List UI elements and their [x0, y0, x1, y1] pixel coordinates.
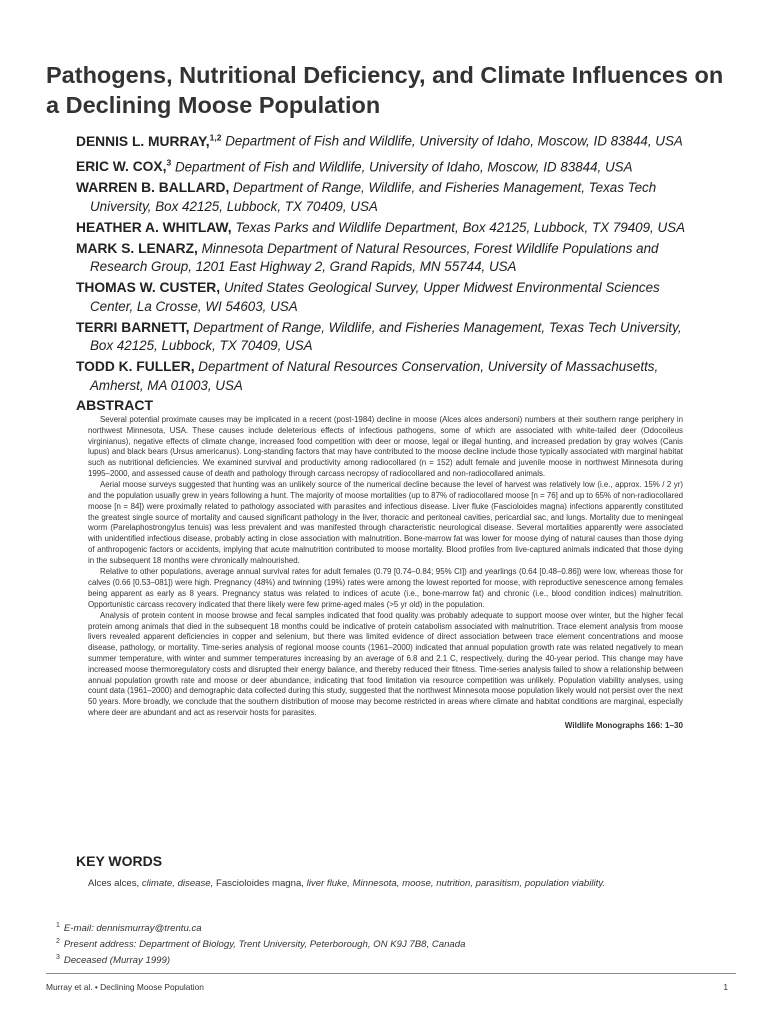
author-affiliation-continued: Research Group, 1201 East Highway 2, Grand Rapids, MN 55744, USA	[90, 259, 517, 275]
abstract-paragraph: Relative to other populations, average annual survival rates for adult females (0.79 [0.74–0.84; 95% CI]) and yearlings (0.64 [0.48–0.86]) were low, whereas those for calves (0.66 [0.53–081]) were high. Pregnancy (48%) and twinning (19%) rates were among the lowest reported for moose, with reproductive senescence among females being apparent as early as 8 years. Pregnancy status was related to indices of acute (i.e., bone-marrow fat) and chronic (i.e., blood condition indices) malnutrition. Opportunistic carcass recovery indicated that there likely were few prime-aged males (>5 yr old) in the population.	[88, 567, 683, 609]
author-name: DENNIS L. MURRAY,$^{1,2}$	[76, 132, 222, 149]
author-name: TODD K. FULLER,	[76, 359, 195, 375]
author-name: WARREN B. BALLARD,	[76, 180, 230, 196]
footnote	[56, 936, 706, 952]
keywords-list	[88, 878, 688, 889]
page-number: 1	[723, 982, 728, 992]
keywords-heading: KEY WORDS	[76, 853, 163, 869]
footnote	[56, 920, 706, 936]
author-entry	[76, 240, 736, 277]
author-name: ERIC W. COX,$^3$	[76, 157, 172, 175]
author-name: HEATHER A. WHITLAW,	[76, 219, 232, 235]
abstract-paragraph: Analysis of protein content in moose browse and fecal samples indicated that food quality was probably adequate to support moose over winter, but the higher fecal protein among animals that died in the subsequent 18 months could be indicative of protein catabolism associated with malnutrition. Trace element analysis from moose livers revealed apparent deficiencies in copper and selenium, but there was limited evidence of direct association between trace element concentrations and moose disease, pathology, or mortality. Time-series analysis of regional moose counts (1961–2000) indicated that annual population growth rate was related negatively to mean summer temperature, with winter and summer temperatures increasing by an average of 6.8 and 2.1 C, respectively, during the 40-year period. This change may have increased moose thermoregulatory costs and disrupted their energy balance, and thereby reduced their fitness. Time-series analysis failed to show a relationship between annual population growth rate and moose or deer abundance, indicating that food limitation via resource competition was unlikely. Population viability analyses, using count data (1961–2000) and demographic data collected during this study, suggested that the northwest Minnesota moose population likely would not persist over the next 50 years. More broadly, we conclude that the southern distribution of moose may become restricted in areas where climate and habitat conditions are marginal, especially where deer are abundant and act as reservoir hosts for parasites.	[88, 610, 683, 718]
author-list	[76, 128, 736, 398]
author-entry	[76, 128, 736, 151]
keyword-species: Alces alces,	[88, 878, 140, 889]
keyword-terms: climate, disease,	[139, 878, 216, 889]
footnote-number: 3	[56, 953, 60, 961]
author-affiliation: Department of Fish and Wildlife, University of Idaho, Moscow, ID 83844, USA	[225, 133, 683, 149]
running-head: Murray et al. • Declining Moose Population	[46, 982, 204, 992]
footnotes	[56, 920, 706, 968]
footnote-text: Deceased (Murray 1999)	[63, 955, 171, 967]
author-affiliation-continued: Center, La Crosse, WI 54603, USA	[90, 298, 298, 314]
author-footnote-mark: 1,2	[209, 132, 222, 142]
abstract-paragraph: Aerial moose surveys suggested that hunting was an unlikely source of the numerical decline because the level of harvest was relatively low (i.e., approx. 15% / 2 yr) and the population usually grew in years following a hunt. The majority of moose mortalities (up to 87% of radiocollared moose [n = 76] and up to 65% of non-radiocollared moose [n = 84]) were proximally related to pathology associated with parasites and infectious disease. Liver fluke (Fascioloides magna) infections apparently constituted the greatest single source of mortality and caused significant pathology in the liver, thoracic and peritoneal cavities, pericardial sac, and lungs. Mortality due to meningeal worm (Parelaphostrongylus tenuis) was less prevalent and was manifested through characteristic neurological disease. Several mortalities apparently were associated with unidentified infectious disease, probably acting in close association with malnutrition. Bone-marrow fat was lower for moose dying of natural causes than those dying of anthropogenic factors or accidents, implying that acute malnutrition contributed to moose mortality. Blood profiles from live-captured animals indicated that those dying in the subsequent 18 months were chronically malnourished.	[88, 480, 683, 565]
author-name: TERRI BARNETT,	[76, 319, 190, 335]
author-affiliation-continued: Box 42125, Lubbock, TX 70409, USA	[90, 338, 313, 354]
author-entry	[76, 358, 736, 395]
footnote-text: Present address: Department of Biology, Trent University, Peterborough, ON K9J 7B8, Canada	[63, 939, 466, 951]
author-entry	[76, 319, 736, 356]
footnote-number: 2	[56, 937, 60, 945]
author-name: MARK S. LENARZ,	[76, 240, 198, 256]
footnote	[56, 952, 706, 968]
journal-citation: Wildlife Monographs 166: 1–30	[564, 720, 683, 730]
author-affiliation: Department of Natural Resources Conservation, University of Massachusetts,	[198, 359, 659, 375]
author-footnote-mark: 3	[166, 157, 172, 168]
keyword-terms: liver fluke, Minnesota, moose, nutrition, parasitism, population viability.	[303, 878, 606, 889]
author-affiliation-continued: Amherst, MA 01003, USA	[90, 377, 243, 393]
author-affiliation: United States Geological Survey, Upper Midwest Environmental Sciences	[223, 280, 660, 296]
footer-divider	[46, 973, 736, 974]
author-entry	[76, 279, 736, 316]
author-entry	[76, 179, 736, 216]
author-affiliation-continued: University, Box 42125, Lubbock, TX 70409, USA	[90, 198, 378, 214]
author-affiliation: Texas Parks and Wildlife Department, Box 42125, Lubbock, TX 79409, USA	[235, 219, 686, 235]
author-entry	[76, 219, 736, 238]
author-name: THOMAS W. CUSTER,	[76, 280, 221, 296]
author-affiliation: Department of Fish and Wildlife, University of Idaho, Moscow, ID 83844, USA	[174, 159, 633, 175]
abstract-heading: ABSTRACT	[76, 397, 153, 413]
footnote-text: E-mail: dennismurray@trentu.ca	[63, 923, 202, 935]
abstract-body	[88, 415, 683, 732]
author-affiliation: Department of Range, Wildlife, and Fisheries Management, Texas Tech University,	[193, 319, 682, 335]
author-affiliation: Minnesota Department of Natural Resources, Forest Wildlife Populations and	[201, 240, 659, 256]
article-title: Pathogens, Nutritional Deficiency, and Climate Influences on a Declining Moose Population	[46, 62, 724, 118]
author-affiliation: Department of Range, Wildlife, and Fisheries Management, Texas Tech	[233, 180, 657, 196]
abstract-paragraph: Several potential proximate causes may be implicated in a recent (post-1984) decline in moose (Alces alces andersoni) numbers at their southern range periphery in northwest Minnesota, USA. These causes include deleterious effects of infectious pathogens, some of which are associated with white-tailed deer (Odocoileus virginianus), negative effects of climate change, increased food competition with deer or moose, legal or illegal hunting, and increased predation by gray wolves (Canis lupus) and black bears (Ursus americanus). Long-standing factors that may have contributed to the moose decline include those typically associated with marginal habitat such as nutritional deficiencies. We examined survival and productivity among radiocollared (n = 152) adult female and juvenile moose in northwest Minnesota during 1995–2000, and assessed cause of death and pathology through carcass necropsy of radiocollared and non-radiocollared animals.	[88, 415, 683, 478]
keyword-species: Fascioloides magna,	[215, 878, 304, 889]
author-entry	[76, 154, 736, 177]
footnote-number: 1	[56, 922, 60, 929]
